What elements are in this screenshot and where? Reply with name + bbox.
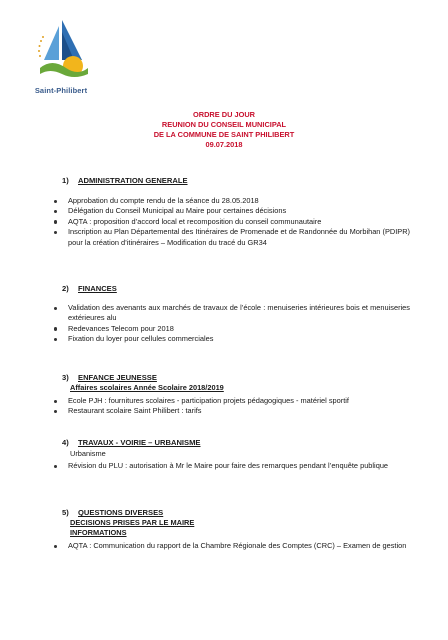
list-item: AQTA : Communication du rapport de la Chambre Régionale des Comptes (CRC) – Examen de gestion (54, 541, 410, 551)
section-1-heading (62, 176, 188, 186)
section-3-heading (62, 373, 157, 383)
section-5-subtitle: DECISIONS PRISES PAR LE MAIRE (70, 518, 195, 527)
section-1-number: 1) (62, 176, 69, 185)
list-item: AQTA : proposition d’accord local et recomposition du conseil communautaire (54, 217, 410, 227)
section-5-heading (62, 508, 163, 518)
section-2-number: 2) (62, 284, 69, 293)
section-4-number: 4) (62, 438, 69, 447)
commune-title: DE LA COMMUNE DE SAINT PHILIBERT (153, 130, 295, 139)
section-5-number: 5) (62, 508, 69, 517)
section-3-title: ENFANCE JEUNESSE (78, 373, 157, 382)
section-4-title: TRAVAUX - VOIRIE – URBANISME (78, 438, 201, 447)
section-1-title: ADMINISTRATION GENERALE (78, 176, 188, 185)
logo (26, 16, 96, 98)
list-item: Inscription au Plan Départemental des Itinéraires de Promenade et de Randonnée du Morbihan (PDIPR) pour la création d’itinéraires – Modification du tracé du GR34 (54, 227, 410, 248)
section-3-number: 3) (62, 373, 69, 382)
meeting-date: 09.07.2018 (205, 140, 243, 149)
list-item: Fixation du loyer pour cellules commerciales (54, 334, 410, 344)
list-item: Restaurant scolaire Saint Philibert : tarifs (54, 406, 410, 416)
agenda-title: ORDRE DU JOUR (192, 110, 255, 119)
list-item: Révision du PLU : autorisation à Mr le Maire pour faire des remarques pendant l’enquête publique (54, 461, 410, 471)
section-3-list (54, 396, 410, 417)
section-3-subtitle: Affaires scolaires Année Scolaire 2018/2019 (70, 383, 224, 392)
logo-label: Saint-Philibert (34, 86, 88, 95)
list-item: Délégation du Conseil Municipal au Maire pour certaines décisions (54, 206, 410, 216)
section-4-heading (62, 438, 201, 448)
section-5-title: QUESTIONS DIVERSES (78, 508, 164, 517)
meeting-title: REUNION DU CONSEIL MUNICIPAL (161, 120, 287, 129)
section-2-list (54, 303, 410, 345)
list-item: Ecole PJH : fournitures scolaires - participation projets pédagogiques - matériel sportif (54, 396, 410, 406)
section-2-title: FINANCES (78, 284, 117, 293)
section-1-list (54, 196, 410, 248)
sailboat-sun-logo-icon (26, 16, 96, 86)
list-item: Approbation du compte rendu de la séance du 28.05.2018 (54, 196, 410, 206)
section-4-subtitle: Urbanisme (70, 449, 106, 458)
section-5-subtitle-2: INFORMATIONS (70, 528, 127, 537)
list-item: Redevances Telecom pour 2018 (54, 324, 410, 334)
section-2-heading (62, 284, 117, 294)
section-4-list (54, 461, 410, 471)
section-5-list (54, 541, 410, 551)
list-item: Validation des avenants aux marchés de travaux de l’école : menuiseries intérieures bois et menuiseries extérieures alu (54, 303, 410, 324)
